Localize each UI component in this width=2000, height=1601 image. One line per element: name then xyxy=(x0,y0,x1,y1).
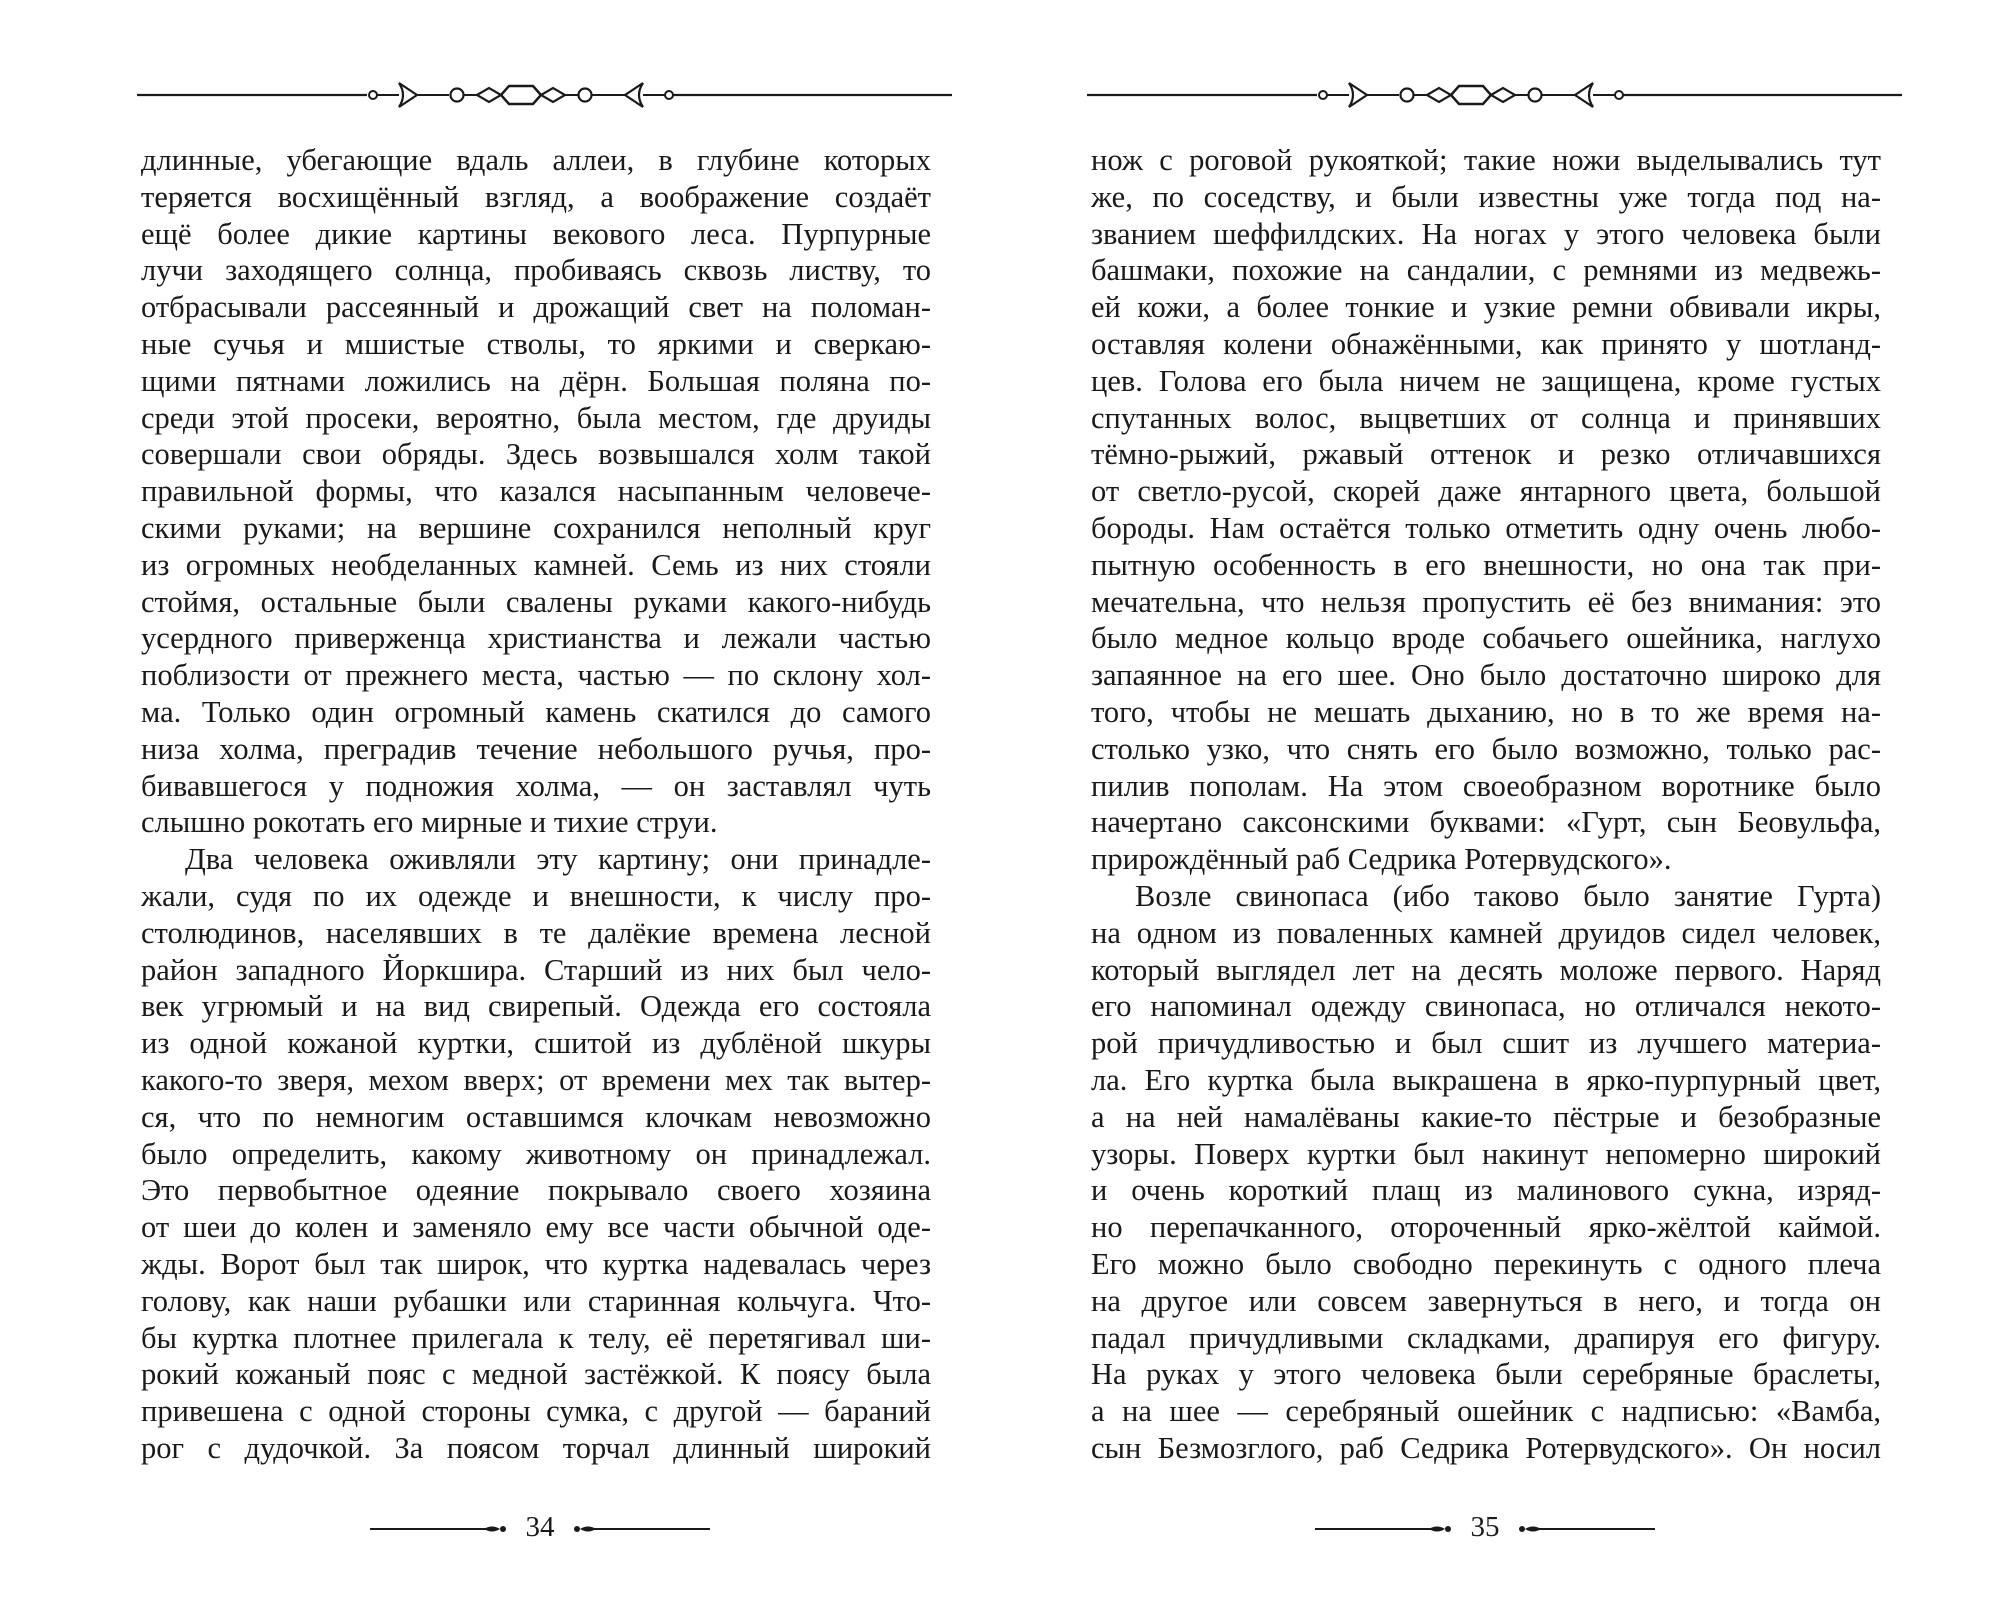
top-ornament-rule xyxy=(137,70,952,120)
text-line: теряется восхищённый взгляд, а воображение создаёт xyxy=(141,179,931,214)
text-line: прирождённый раб Седрика Ротервудского». xyxy=(1091,842,1672,877)
text-line: поблизости от прежнего места, частью — по склону хол- xyxy=(141,658,931,693)
text-line: званием шеффилдских. На ногах у этого человека были xyxy=(1091,216,1881,251)
text-line: рог с дудочкой. За поясом торчал длинный широкий xyxy=(141,1430,931,1465)
text-line: ся, что по немногим оставшимся клочкам невозможно xyxy=(141,1099,931,1134)
text-line: ей кожи, а более тонкие и узкие ремни обвивали икры, xyxy=(1091,290,1881,325)
text-line: век угрюмый и на вид свирепый. Одежда его состояла xyxy=(141,989,931,1024)
right-page xyxy=(1000,0,2000,1601)
text-line: сын Безмозглого, раб Седрика Ротервудского». Он носил xyxy=(1091,1430,1881,1465)
text-line: тёмно-рыжий, ржавый оттенок и резко отличавшихся xyxy=(1091,437,1881,472)
text-line: рой причудливостью и был сшит из лучшего материа- xyxy=(1091,1026,1881,1061)
text-line: Это первобытное одеяние покрывало своего хозяина xyxy=(141,1173,931,1208)
text-line: узоры. Поверх куртки был накинут непомерно широкий xyxy=(1091,1136,1881,1171)
text-line: от светло-русой, скорей даже янтарного цвета, большой xyxy=(1091,474,1881,509)
text-line: мечательна, что нельзя пропустить её без внимания: это xyxy=(1091,584,1881,619)
text-line: столько узко, что снять его было возможно, только рас- xyxy=(1091,731,1881,766)
text-line: его напоминал одежду свинопаса, но отличался некото- xyxy=(1091,989,1881,1024)
text-line: спутанных волос, выцветших от солнца и принявших xyxy=(1091,400,1881,435)
body-text xyxy=(141,142,931,1467)
text-line: ла. Его куртка была выкрашена в ярко-пурпурный цвет, xyxy=(1091,1062,1881,1097)
text-line: на одном из поваленных камней друидов сидел человек, xyxy=(1091,915,1881,950)
top-ornament-rule xyxy=(1087,70,1902,120)
text-line: бы куртка плотнее прилегала к телу, её перетягивал ши- xyxy=(141,1320,931,1355)
text-line: голову, как наши рубашки или старинная кольчуга. Что- xyxy=(141,1283,931,1318)
text-line: цев. Голова его была ничем не защищена, кроме густых xyxy=(1091,363,1881,398)
text-line: а на ней намалёваны какие-то пёстрые и безобразные xyxy=(1091,1099,1881,1134)
text-line: было определить, какому животному он принадлежал. xyxy=(141,1136,931,1171)
text-line: бивавшегося у подножия холма, — он заставлял чуть xyxy=(141,768,931,803)
text-line: Два человека оживляли эту картину; они принадле- xyxy=(185,842,931,877)
text-line: щими пятнами ложились на дёрн. Большая поляна по- xyxy=(141,363,931,398)
text-line: отбрасывали рассеянный и дрожащий свет на поломан- xyxy=(141,290,931,325)
text-line: ные сучья и мшистые стволы, то яркими и сверкаю- xyxy=(141,326,931,361)
text-line: столюдинов, населявших в те далёкие времена лесной xyxy=(141,915,931,950)
text-line: из огромных необделанных камней. Семь из них стояли xyxy=(141,547,931,582)
text-line: длинные, убегающие вдаль аллеи, в глубине которых xyxy=(141,143,931,177)
text-line: ма. Только один огромный камень скатился до самого xyxy=(141,694,931,729)
text-line: было медное кольцо вроде собачьего ошейника, наглухо xyxy=(1091,621,1881,656)
text-line: от шеи до колен и заменяло ему все части обычной оде- xyxy=(141,1210,931,1245)
text-line: правильной формы, что казался насыпанным человече- xyxy=(141,474,931,509)
page-number: 35 xyxy=(1470,1511,1500,1543)
text-line: падал причудливыми складками, драпируя его фигуру. xyxy=(1091,1320,1881,1355)
text-line: и очень короткий плащ из малинового сукна, изряд- xyxy=(1091,1173,1881,1208)
text-line: стоймя, остальные были свалены руками какого-нибудь xyxy=(141,584,931,619)
text-line: пытную особенность в его внешности, но она так при- xyxy=(1091,547,1881,582)
text-line: Возле свинопаса (ибо таково было занятие Гурта) xyxy=(1135,878,1881,913)
text-line: усердного приверженца христианства и лежали частью xyxy=(141,621,931,656)
body-text xyxy=(1091,142,1881,1467)
text-line: который выглядел лет на десять моложе первого. Наряд xyxy=(1091,952,1881,987)
text-line: На руках у этого человека были серебряные браслеты, xyxy=(1091,1357,1881,1392)
text-line: жали, судя по их одежде и внешности, к числу про- xyxy=(141,878,931,913)
text-line: низа холма, преградив течение небольшого ручья, про- xyxy=(141,731,931,766)
text-line: но перепачканного, отороченный ярко-жёлтой каймой. xyxy=(1091,1210,1881,1245)
text-line: скими руками; на вершине сохранился неполный круг xyxy=(141,510,931,545)
text-line: лучи заходящего солнца, пробиваясь сквозь листву, то xyxy=(141,253,931,288)
folio xyxy=(1315,1500,1655,1560)
text-line: рокий кожаный пояс с медной застёжкой. К поясу была xyxy=(141,1357,931,1392)
text-line: из одной кожаной куртки, сшитой из дублёной шкуры xyxy=(141,1026,931,1061)
page-number: 34 xyxy=(525,1511,555,1543)
text-line: среди этой просеки, вероятно, была местом, где друиды xyxy=(141,400,931,435)
text-line: слышно рокотать его мирные и тихие струи. xyxy=(141,805,718,840)
text-line: привешена с одной стороны сумка, с другой — бараний xyxy=(141,1394,931,1429)
text-line: башмаки, похожие на сандалии, с ремнями из медвежь- xyxy=(1091,253,1881,288)
text-line: того, чтобы не мешать дыханию, но в то же время на- xyxy=(1091,694,1881,729)
text-line: пилив пополам. На этом своеобразном воротнике было xyxy=(1091,768,1881,803)
text-line: на другое или совсем завернуться в него, и тогда он xyxy=(1091,1283,1881,1318)
text-line: оставляя колени обнажёнными, как принято у шотланд- xyxy=(1091,326,1881,361)
text-line: бороды. Нам остаётся только отметить одну очень любо- xyxy=(1091,510,1881,545)
text-line: же, по соседству, и были известны уже тогда под на- xyxy=(1091,179,1881,214)
text-line: Его можно было свободно перекинуть с одного плеча xyxy=(1091,1246,1881,1281)
text-line: начертано саксонскими буквами: «Гурт, сын Беовульфа, xyxy=(1091,805,1881,840)
text-line: запаянное на его шее. Оно было достаточно широко для xyxy=(1091,658,1881,693)
folio xyxy=(370,1500,710,1560)
text-line: ещё более дикие картины векового леса. Пурпурные xyxy=(141,216,931,251)
text-line: нож с роговой рукояткой; такие ножи выделывались тут xyxy=(1091,143,1881,177)
text-line: какого-то зверя, мехом вверх; от времени мех так вытер- xyxy=(141,1062,931,1097)
text-line: район западного Йоркшира. Старший из них был чело- xyxy=(141,952,931,987)
text-line: совершали свои обряды. Здесь возвышался холм такой xyxy=(141,437,931,472)
text-line: жды. Ворот был так широк, что куртка надевалась через xyxy=(141,1246,931,1281)
text-line: а на шее — серебряный ошейник с надписью: «Вамба, xyxy=(1091,1394,1881,1429)
